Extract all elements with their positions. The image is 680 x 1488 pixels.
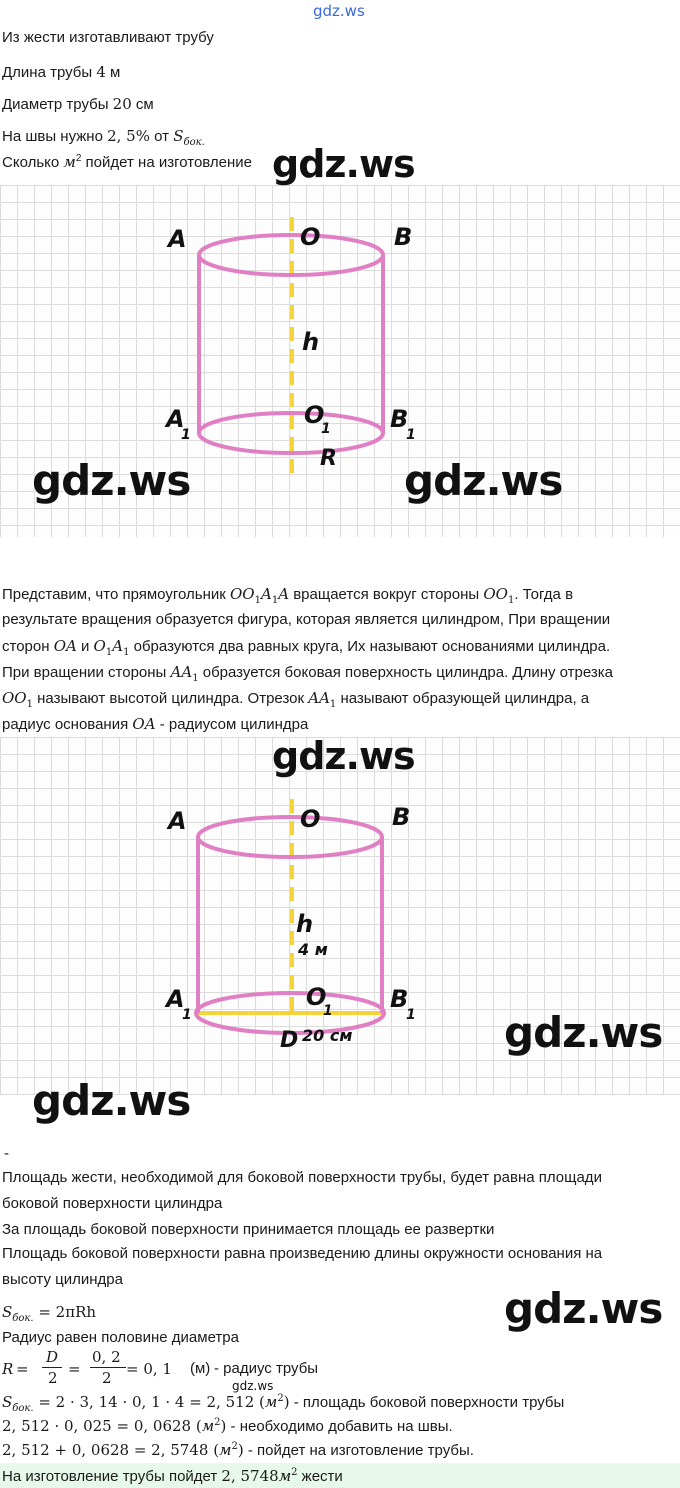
watermark: gdz.ws (404, 456, 563, 505)
subscript: бок. (12, 1403, 34, 1414)
superscript: 2 (291, 1467, 298, 1478)
text: пойдет на изготовление (81, 154, 253, 171)
theory-line-5 (2, 688, 589, 709)
site-link[interactable]: gdz.ws (313, 2, 365, 20)
fraction-bar (90, 1367, 126, 1368)
value: 2, 5% (107, 127, 150, 145)
label-A: A (168, 225, 187, 253)
superscript: 2 (231, 1441, 238, 1452)
answer-value: 2, 5748 (221, 1467, 279, 1485)
label-B1-sub: 1 (406, 427, 416, 443)
math: ) (237, 1441, 244, 1459)
text: - необходимо добавить на швы. (226, 1418, 453, 1435)
text: При вращении стороны (2, 664, 171, 681)
text: называют высотой цилиндра. Отрезок (32, 690, 309, 707)
text: образуется боковая поверхность цилиндра. Длину отрезка (198, 664, 614, 681)
value: 4 (96, 63, 106, 81)
problem-line-2 (2, 62, 120, 83)
text: Диаметр трубы (2, 96, 113, 113)
math: OO (2, 689, 27, 707)
label-B1: B (390, 405, 409, 433)
solution-line-6: Радиус равен половине диаметра (2, 1329, 239, 1346)
problem-line-5 (2, 152, 252, 173)
label-D-value: 20 см (302, 1026, 353, 1045)
fraction-bar (42, 1367, 62, 1368)
math: O (93, 637, 106, 655)
math: S (2, 1303, 13, 1321)
math: R (2, 1360, 14, 1378)
subscript: 1 (507, 595, 515, 606)
label-A1: A (166, 985, 185, 1013)
superscript: 2 (75, 153, 82, 164)
theory-line-2: результате вращения образуется фигура, которая является цилиндром, При вращении (2, 611, 611, 628)
label-R: R (320, 446, 337, 471)
problem-line-3 (2, 94, 154, 115)
math: AA (308, 689, 330, 707)
math: S (2, 1393, 13, 1411)
text: На швы нужно (2, 128, 108, 145)
theory-line-4 (2, 662, 613, 683)
math: OA (132, 715, 156, 733)
label-O1: O (304, 401, 325, 429)
superscript: 2 (214, 1417, 221, 1428)
watermark: gdz.ws (32, 1076, 191, 1125)
math: OA (53, 637, 77, 655)
math: 2, 512 + 0, 0628 = 2, 5748 ( (2, 1441, 220, 1459)
math: = (68, 1360, 81, 1378)
unit: (м) (190, 1360, 211, 1377)
theory-line-3 (2, 636, 610, 657)
label-h: h (296, 910, 314, 938)
theory-line-1 (2, 584, 573, 605)
formula-lateral-value (2, 1392, 564, 1413)
text: сторон (2, 638, 54, 655)
subscript: бок. (12, 1313, 34, 1324)
problem-line-1: Из жести изготавливают трубу (2, 29, 214, 46)
text: вращается вокруг стороны (289, 586, 484, 603)
text: радиус основания (2, 716, 133, 733)
text: Сколько (2, 154, 64, 171)
label-D: D (280, 1028, 299, 1053)
symbol: м (63, 153, 76, 171)
label-A1: A (166, 405, 185, 433)
watermark: gdz.ws (32, 456, 191, 505)
symbol: S (173, 127, 184, 145)
text: . Тогда в (514, 586, 574, 603)
formula-total (2, 1440, 474, 1461)
math: = 2πRh (33, 1303, 97, 1321)
math: A (260, 585, 272, 603)
math: = (16, 1360, 29, 1378)
label-B: B (394, 223, 413, 251)
label-O: O (300, 223, 321, 251)
solution-line-2: боковой поверхности цилиндра (2, 1195, 223, 1212)
label-B1: B (390, 985, 409, 1013)
watermark: gdz.ws (504, 1008, 663, 1057)
subscript: 1 (105, 647, 113, 658)
fraction-denominator: 2 (102, 1369, 112, 1387)
label-O1-sub: 1 (323, 1003, 333, 1019)
solution-line-4: Площадь боковой поверхности равна произведению длины окружности основания на (2, 1245, 603, 1262)
formula-lateral-area (2, 1302, 96, 1323)
subscript: 1 (329, 699, 337, 710)
math: м (219, 1441, 232, 1459)
text: Длина трубы (2, 64, 97, 81)
text: - площадь боковой поверхности трубы (289, 1394, 565, 1411)
label-A1-sub: 1 (181, 427, 191, 443)
watermark-small: gdz.ws (232, 1379, 274, 1393)
math: ) (283, 1393, 290, 1411)
text: образуются два равных круга, Их называют основаниями цилиндра. (129, 638, 611, 655)
text: - радиусом цилиндра (155, 716, 309, 733)
math: м (264, 1393, 278, 1411)
watermark: gdz.ws (504, 1284, 663, 1333)
label-A: A (168, 807, 187, 835)
subscript: 1 (123, 647, 130, 658)
subscript: 1 (192, 673, 199, 684)
watermark: gdz.ws (272, 142, 415, 186)
theory-line-6 (2, 714, 308, 735)
answer-line (2, 1466, 343, 1487)
text: Представим, что прямоугольник (2, 586, 230, 603)
unit: м (105, 64, 121, 81)
math: OO (483, 585, 508, 603)
superscript: 2 (277, 1393, 284, 1404)
subscript: бок. (183, 137, 205, 148)
fraction-numerator: D (46, 1348, 59, 1366)
fraction-numerator: 0, 2 (92, 1348, 121, 1366)
label-O: O (300, 805, 321, 833)
math: м (201, 1417, 215, 1435)
problem-line-4 (2, 126, 205, 147)
label-B: B (392, 803, 411, 831)
text: - радиус трубы (214, 1360, 319, 1377)
value: 20 (112, 95, 132, 113)
subscript: 1 (271, 595, 279, 606)
label-B1-sub: 1 (406, 1007, 416, 1023)
math: A (112, 637, 124, 655)
subscript: 1 (26, 699, 33, 710)
math: AA (170, 663, 193, 681)
text: и (76, 638, 94, 655)
text: жести (297, 1468, 343, 1485)
label-A1-sub: 1 (182, 1007, 192, 1023)
label-h-value: 4 м (298, 940, 328, 959)
label-O1: O (306, 983, 327, 1011)
math: = 0, 1 (126, 1360, 172, 1378)
solution-line-5: высоту цилиндра (2, 1271, 123, 1288)
math: A (278, 585, 290, 603)
text: На изготовление трубы пойдет (2, 1468, 222, 1485)
watermark: gdz.ws (272, 734, 415, 778)
label-h: h (302, 328, 320, 356)
formula-seams (2, 1416, 453, 1437)
math: OO (229, 585, 255, 603)
math: 2, 512 · 0, 025 = 0, 0628 ( (2, 1417, 202, 1435)
subscript: 1 (254, 595, 261, 606)
math: ) (220, 1417, 227, 1435)
text: от (149, 128, 174, 145)
fraction-denominator: 2 (48, 1369, 58, 1387)
text: называют образующей цилиндра, а (336, 690, 590, 707)
solution-line-3: За площадь боковой поверхности принимается площадь ее развертки (2, 1221, 495, 1238)
text: - пойдет на изготовление трубы. (243, 1442, 474, 1459)
label-O1-sub: 1 (321, 421, 331, 437)
math: м (278, 1467, 292, 1485)
unit: см (131, 96, 154, 113)
separator-dash: - (4, 1145, 9, 1162)
math: = 2 · 3, 14 · 0, 1 · 4 = 2, 512 ( (33, 1393, 265, 1411)
solution-line-1: Площадь жести, необходимой для боковой поверхности трубы, будет равна площади (2, 1169, 602, 1186)
